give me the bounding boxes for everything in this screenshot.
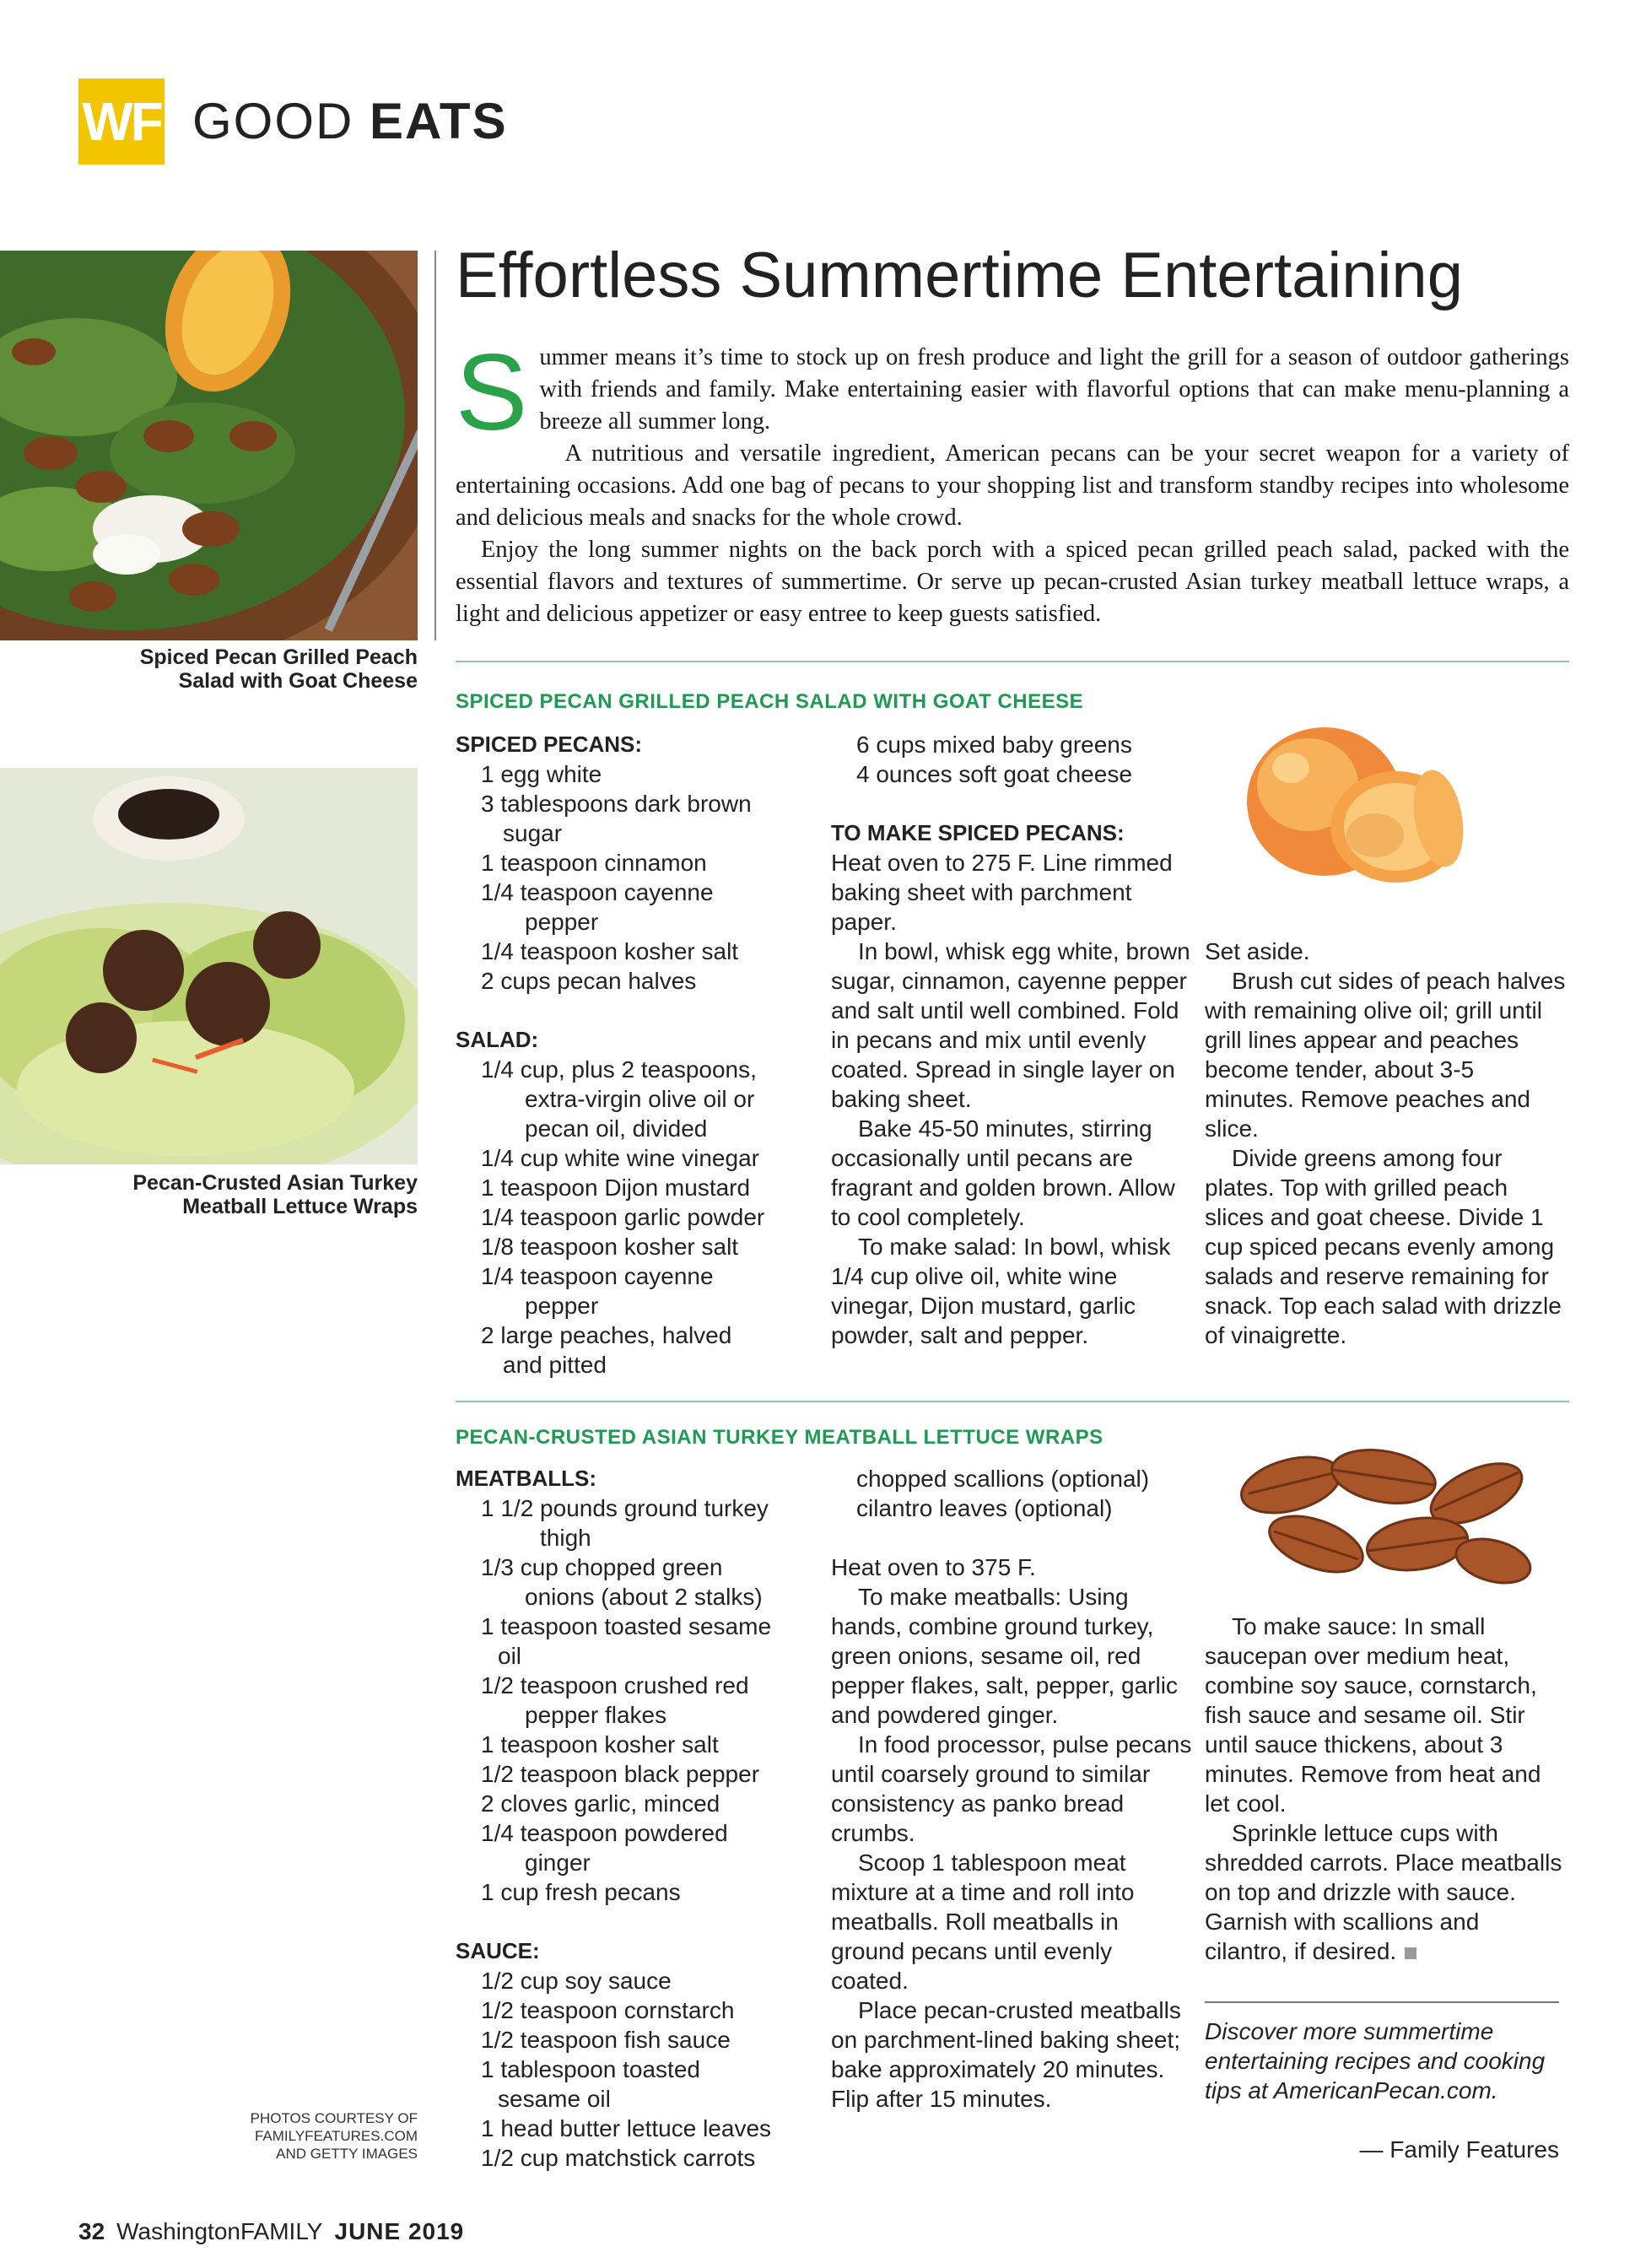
- caption-line: Pecan-Crusted Asian Turkey: [132, 1171, 418, 1195]
- method-step: To make sauce: In small saucepan over medium heat, combine soy sauce, cornstarch, fish sauce and sesame oil. Stir until sauce thickens, about 3 minutes. Remove from heat and let cool.: [1205, 1613, 1541, 1817]
- credit-line: PHOTOS COURTESY OF: [250, 2110, 418, 2126]
- section-title: [192, 91, 508, 152]
- ingredient: 1 cup fresh pecans: [481, 1879, 681, 1905]
- recipe2-method-column-continued: [1205, 1612, 1568, 1966]
- recipe1-method-column: [831, 730, 1194, 1350]
- method-heading: TO MAKE SPICED PECANS:: [831, 820, 1125, 845]
- vertical-divider: [434, 251, 436, 640]
- peach-salad-illustration: [0, 251, 418, 640]
- ingredient: 1/2 teaspoon cornstarch: [481, 1997, 735, 2023]
- publication-name: WashingtonFAMILY: [116, 2218, 323, 2244]
- ingredient: 1/4 cup, plus 2 teaspoons,: [481, 1056, 757, 1083]
- ingredient-heading: SAUCE:: [456, 1938, 540, 1963]
- caption-line: Spiced Pecan Grilled Peach: [139, 645, 418, 669]
- end-mark-icon: [1405, 1947, 1416, 1959]
- article-headline: Effortless Summertime Entertaining: [456, 240, 1463, 311]
- method-step: Brush cut sides of peach halves with remaining olive oil; grill until grill lines appear and peaches become tender, about 3-5 minutes. Remove peaches and slice.: [1205, 968, 1566, 1142]
- method-step: [1205, 1818, 1568, 1966]
- ingredient-heading: SPICED PECANS:: [456, 732, 643, 757]
- method-step: In bowl, whisk egg white, brown sugar, cinnamon, cayenne pepper and salt until well combined. Fold in pecans and mix until evenly coated. Spread in single layer on baking sheet.: [831, 938, 1190, 1112]
- recipe2-method-column: [831, 1464, 1194, 2114]
- ingredient: 1/4 teaspoon powdered: [481, 1820, 728, 1846]
- ingredient-continued: pepper: [525, 909, 599, 935]
- promo-text: Discover more summertime entertaining recipes and cooking tips at AmericanPecan.com.: [1205, 2018, 1546, 2103]
- ingredient-continued: ginger: [525, 1850, 591, 1876]
- section-divider: [456, 1401, 1569, 1402]
- ingredient-continued: pepper: [525, 1293, 599, 1319]
- ingredient: 1 1/2 pounds ground turkey: [481, 1495, 769, 1521]
- intro-paragraph: Enjoy the long summer nights on the back porch with a spiced pecan grilled peach salad, packed with the essential flavors and textures of summertime. Or serve up pecan-crusted Asian turkey meatball lettuce wraps, a light and delicious appetizer or easy entree to keep guests satisfied.: [456, 537, 1569, 627]
- ingredient: 1/2 teaspoon black pepper: [481, 1761, 760, 1787]
- promo-divider: [1205, 2001, 1559, 2003]
- page-number: 32: [78, 2218, 105, 2244]
- ingredient-list: [831, 1464, 1194, 1523]
- ingredient: 1/4 teaspoon cayenne: [481, 1263, 714, 1289]
- issue-date: JUNE 2019: [334, 2218, 465, 2244]
- ingredient-continued: sesame oil: [498, 2086, 611, 2112]
- method-step: Place pecan-crusted meatballs on parchment-lined baking sheet; bake approximately 20 minutes. Flip after 15 minutes.: [831, 1997, 1181, 2112]
- ingredient-continued: oil: [498, 1643, 522, 1669]
- ingredient-heading: SALAD:: [456, 1027, 539, 1052]
- credit-line: FAMILYFEATURES.COM: [254, 2128, 418, 2144]
- ingredient-continued: pecan oil, divided: [525, 1115, 708, 1142]
- lettuce-wraps-illustration: [0, 768, 418, 1164]
- section-divider: [456, 661, 1569, 662]
- ingredient-list: [456, 1055, 810, 1380]
- ingredient-continued: onions (about 2 stalks): [525, 1584, 763, 1610]
- ingredient: chopped scallions (optional): [856, 1466, 1150, 1492]
- ingredient: 1/4 teaspoon kosher salt: [481, 938, 739, 964]
- ingredient: 1/4 teaspoon cayenne: [481, 879, 714, 905]
- ingredient: 2 cloves garlic, minced: [481, 1790, 720, 1817]
- ingredient-continued: thigh: [540, 1525, 591, 1551]
- ingredient: 1/8 teaspoon kosher salt: [481, 1234, 739, 1260]
- method-step: Heat oven to 275 F. Line rimmed baking sheet with parchment paper.: [831, 850, 1173, 935]
- ingredient: cilantro leaves (optional): [856, 1495, 1113, 1521]
- drop-cap: S: [456, 332, 528, 453]
- method-step: Scoop 1 tablespoon meat mixture at a time and roll into meatballs. Roll meatballs in ground pecans until evenly coated.: [831, 1850, 1135, 1994]
- ingredient: 1 egg white: [481, 761, 602, 787]
- ingredient: 1 teaspoon Dijon mustard: [481, 1174, 751, 1201]
- caption-line: Meatball Lettuce Wraps: [182, 1195, 418, 1218]
- method-step: Bake 45-50 minutes, stirring occasionally until pecans are fragrant and golden brown. Allow to cool completely.: [831, 1115, 1175, 1230]
- ingredient-list: [456, 1493, 810, 1907]
- ingredient: 1/4 cup white wine vinegar: [481, 1145, 759, 1171]
- photo-peach-salad: [0, 251, 418, 640]
- recipe2-ingredients-column: [456, 1464, 810, 2173]
- recipe1-method-column-continued: [1205, 937, 1568, 1350]
- ingredient: 4 ounces soft goat cheese: [856, 761, 1132, 787]
- caption-line: Salad with Goat Cheese: [178, 669, 418, 693]
- ingredient: 1 teaspoon kosher salt: [481, 1731, 719, 1758]
- intro-paragraph: [456, 332, 1569, 453]
- pecans-illustration: [1223, 1426, 1544, 1595]
- ingredient: 1 teaspoon cinnamon: [481, 850, 707, 876]
- method-step: To make salad: In bowl, whisk 1/4 cup olive oil, white wine vinegar, Dijon mustard, garlic powder, salt and pepper.: [831, 1234, 1171, 1348]
- section-title-bold: EATS: [370, 93, 508, 149]
- page-folio: [78, 2217, 464, 2246]
- intro-text: ummer means it’s time to stock up on fresh produce and light the grill for a season of outdoor gatherings with friends and family. Make entertaining easier with flavorful options that can make menu-planning a breeze all summer long.: [539, 344, 1569, 435]
- photo-lettuce-wraps: [0, 768, 418, 1164]
- wf-logo: WF: [78, 78, 165, 165]
- ingredient-continued: extra-virgin olive oil or: [525, 1086, 755, 1112]
- ingredient: 1/4 teaspoon garlic powder: [481, 1204, 765, 1230]
- ingredient-continued: sugar: [503, 820, 563, 846]
- ingredient-list: [456, 1966, 810, 2173]
- method-step: Divide greens among four plates. Top with grilled peach slices and goat cheese. Divide 1 cup spiced pecans evenly among salads and reserve remaining for snack. Top each salad with drizzle of vinaigrette.: [1205, 1145, 1562, 1348]
- ingredient-heading: MEATBALLS:: [456, 1466, 597, 1491]
- ingredient: 1/3 cup chopped green: [481, 1554, 723, 1580]
- photo-credit: [152, 2109, 418, 2163]
- ingredient-list: [831, 730, 1194, 789]
- ingredient: 1/2 teaspoon fish sauce: [481, 2027, 731, 2053]
- article-credit: — Family Features: [1359, 2136, 1559, 2163]
- section-title-light: GOOD: [192, 93, 354, 149]
- ingredient: 1/2 teaspoon crushed red: [481, 1672, 749, 1698]
- ingredient: 6 cups mixed baby greens: [856, 732, 1132, 758]
- recipe-title: SPICED PECAN GRILLED PEACH SALAD WITH GOAT CHEESE: [456, 690, 1084, 713]
- method-step: To make meatballs: Using hands, combine ground turkey, green onions, sesame oil, red pepper flakes, salt, pepper, garlic and powdered ginger.: [831, 1584, 1178, 1728]
- ingredient: 1 head butter lettuce leaves: [481, 2115, 772, 2141]
- ingredient-list: [456, 759, 810, 996]
- ingredient-continued: pepper flakes: [525, 1702, 667, 1728]
- photo-caption-wraps: [0, 1171, 418, 1218]
- method-step-text: Sprinkle lettuce cups with shredded carrots. Place meatballs on top and drizzle with sauce. Garnish with scallions and cilantro, if desired.: [1205, 1820, 1562, 1964]
- method-step: Heat oven to 375 F.: [831, 1554, 1036, 1580]
- ingredient: 1/2 cup matchstick carrots: [481, 2145, 756, 2171]
- ingredient: 1/2 cup soy sauce: [481, 1968, 672, 1994]
- photo-caption-salad: [0, 645, 418, 693]
- method-step: In food processor, pulse pecans until coarsely ground to similar consistency as panko bread crumbs.: [831, 1731, 1192, 1846]
- recipe-title: PECAN-CRUSTED ASIAN TURKEY MEATBALL LETTUCE WRAPS: [456, 1426, 1103, 1449]
- method-step: Set aside.: [1205, 938, 1310, 964]
- peach-illustration: [1240, 709, 1468, 894]
- ingredient: 3 tablespoons dark brown: [481, 791, 752, 817]
- intro-paragraph: A nutritious and versatile ingredient, American pecans can be your secret weapon for a variety of entertaining occasions. Add one bag of pecans to your shopping list and transform standby recipes into wholesome and delicious meals and snacks for the whole crowd.: [456, 440, 1569, 531]
- ingredient: 1 teaspoon toasted sesame: [481, 1613, 772, 1639]
- ingredient: 2 cups pecan halves: [481, 968, 697, 994]
- credit-line: AND GETTY IMAGES: [276, 2146, 418, 2162]
- ingredient-continued: and pitted: [503, 1352, 607, 1378]
- article-intro: [456, 332, 1569, 630]
- ingredient: 2 large peaches, halved: [481, 1322, 732, 1348]
- recipe1-ingredients-column: [456, 730, 810, 1380]
- ingredient: 1 tablespoon toasted: [481, 2056, 700, 2082]
